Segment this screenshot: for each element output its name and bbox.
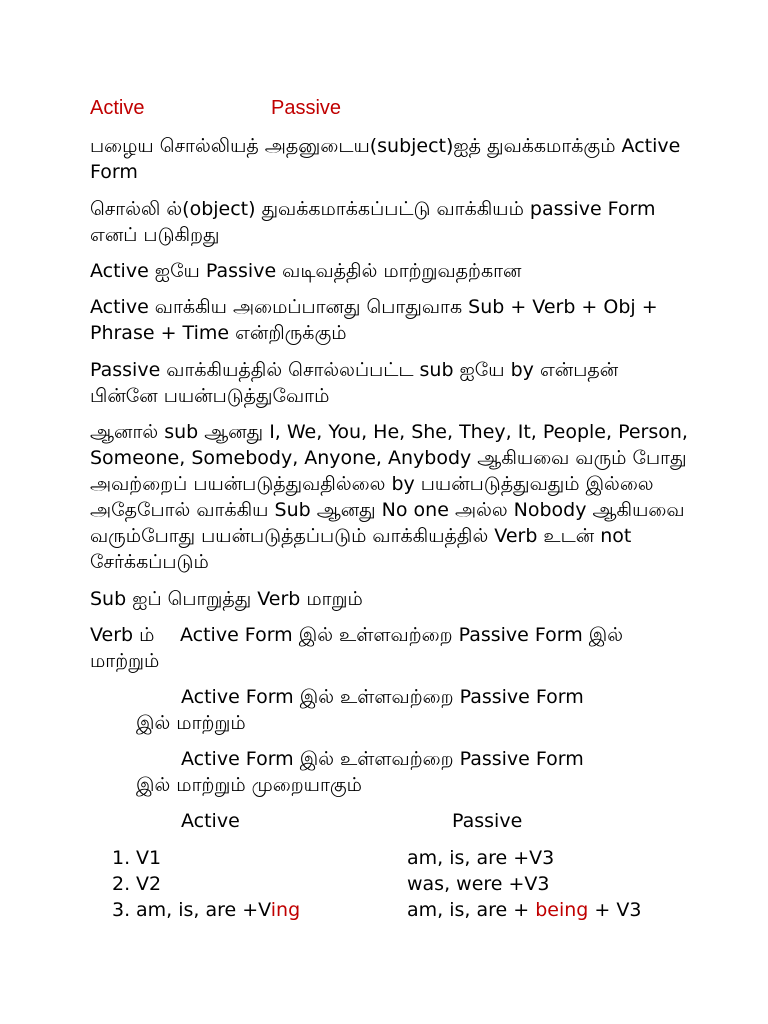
- list-number: 2.: [112, 873, 131, 895]
- paragraph-4: Active வாக்கிய அமைப்பானது பொதுவாக Sub + Verb + Obj + Phrase + Time என்றிருக்கும்: [90, 296, 658, 344]
- list-item: [112, 897, 712, 923]
- active-form: V2: [136, 873, 162, 895]
- passive-form-suffix: + V3: [588, 899, 642, 921]
- paragraph-8-lead: Verb ம்: [90, 624, 155, 646]
- paragraph-1: பழைய சொல்லியத் அதனுடைய(subject)ஐத் துவக்கமாக்கும் Active Form: [90, 135, 681, 183]
- passive-form: was, were +V3: [407, 873, 550, 895]
- paragraph-5: Passive வாக்கியத்தில் சொல்லப்பட்ட sub ஐயே by என்பதன் பின்னே பயன்படுத்துவோம்: [90, 359, 619, 407]
- list-number: 3.: [112, 899, 131, 921]
- passive-form-highlight: being: [535, 899, 589, 921]
- paragraph-10-line1: Active Form இல் உள்ளவற்றை Passive Form: [181, 748, 584, 770]
- passive-form: [407, 897, 641, 923]
- column-header-active: Active: [181, 810, 240, 832]
- paragraph-2: சொல்லி ல்(object) துவக்கமாக்கப்பட்டு வாக்கியம் passive Form எனப் படுகிறது: [90, 198, 656, 246]
- heading-passive: Passive: [271, 97, 342, 119]
- active-form: V1: [136, 847, 162, 869]
- paragraph-10-line2: இல் மாற்றும் முறையாகும்: [136, 774, 362, 796]
- paragraph-7: Sub ஐப் பொறுத்து Verb மாறும்: [90, 588, 363, 610]
- heading-active: Active: [90, 97, 145, 119]
- paragraph-9-line1: Active Form இல் உள்ளவற்றை Passive Form: [181, 686, 584, 708]
- column-header-passive: Passive: [452, 810, 523, 832]
- paragraph-9-line2: இல் மாற்றும்: [136, 712, 246, 734]
- paragraph-8: Active Form இல் உள்ளவற்றை Passive Form இல் மாற்றும்: [90, 624, 624, 672]
- list-item: [112, 871, 712, 897]
- list-number: 1.: [112, 847, 131, 869]
- active-form: [136, 897, 300, 923]
- active-form-highlight: ing: [270, 899, 301, 921]
- paragraph-6: ஆனால் sub ஆனது I, We, You, He, She, They, It, People, Person, Someone, Somebody, Anyone, Anybody ஆகியவை வரும் போது அவற்றைப் பயன்படுத்துவதில்லை by பயன்படுத்துவதும் இல்லை அதேபோல் வாக்கிய Sub ஆனது No one அல்ல Nobody ஆகியவை வரும்போது பயன்படுத்தப்படும் வாக்கியத்தில் Verb உடன் not சேர்க்கப்படும்: [90, 421, 688, 573]
- active-form-prefix: am, is, are +V: [136, 899, 271, 921]
- passive-form: am, is, are +V3: [407, 847, 555, 869]
- passive-form-prefix: am, is, are +: [407, 899, 536, 921]
- paragraph-3: Active ஐயே Passive வடிவத்தில் மாற்றுவதற்கான: [90, 260, 522, 282]
- list-item: [112, 845, 712, 871]
